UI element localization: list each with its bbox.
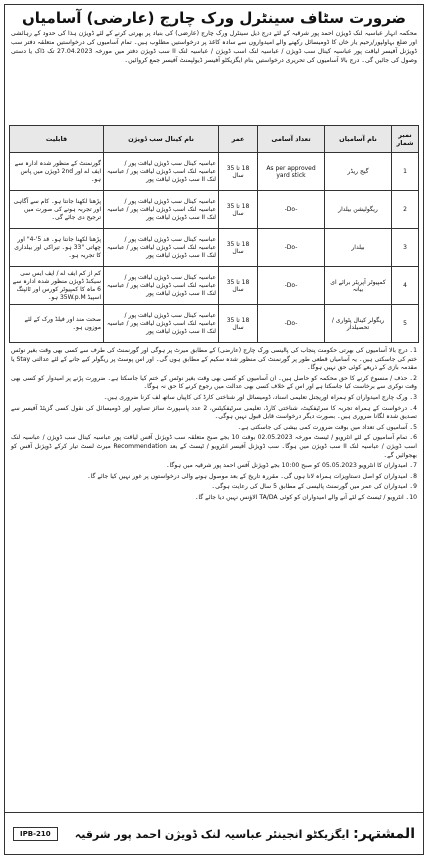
term-item: 3۔ ورک چارج امیدواران کو ہمراہ اوریجنل تعلیمی اسناد، ڈومیسائل اور شناختی کارڈ کی کاپیاں ساتھ لف کرنا ضروری ہیں۔ <box>103 393 417 401</box>
row-qualification: پڑھنا لکھنا جانتا ہو۔ کام سے آگاہی اور تجربہ ہونے کی صورت میں ترجیح دی جائے گی۔ <box>10 191 104 229</box>
row-age: 18 تا 35 سال <box>219 153 258 191</box>
row-qualification: کم از کم ایف اے / ایف ایس سی سیکنڈ ڈویژن منظور شدہ ادارہ سے 6 ماہ کا کمپیوٹر کورس اور ٹائپنگ اسپیڈ 35W.p.M ہو۔ <box>10 267 104 305</box>
row-age: 18 تا 35 سال <box>219 305 258 343</box>
row-age: 18 تا 35 سال <box>219 229 258 267</box>
row-serial: 1 <box>392 153 419 191</box>
row-post: گیج ریڈر <box>325 153 392 191</box>
row-division: عباسیہ کینال سب ڈویژن لیاقت پور / عباسیہ لنک اسب ڈویژن لیاقت پور / عباسیہ لنک II سب ڈویژن لیاقت پور <box>104 191 219 229</box>
row-age: 18 تا 35 سال <box>219 267 258 305</box>
row-qualification: گورنمنٹ کے منظور شدہ ادارہ سے ایف اے اور 2nd ڈویژن میں پاس ہو۔ <box>10 153 104 191</box>
header-count: تعداد آسامی <box>258 126 325 153</box>
advertiser-footer <box>5 812 423 854</box>
advertiser-name: ایگزیکٹو انجینئر عباسیہ لنک ڈویژن احمد پور شرقیہ <box>74 827 350 841</box>
term-item: 6۔ تمام آسامیوں کے لئے انٹرویو / ٹیسٹ مورخہ 02.05.2023 بوقت 10 بجے صبح متعلقہ سب ڈویژنل آفس لیاقت پور عباسیہ کینال سب ڈویژن / عباسیہ لنک اسب ڈویژن / عباسیہ لنک II سب ڈویژن میں ہوگا۔ سب ڈویژنل آفیسر انٹرویو / ٹیسٹ کے بعد Recommendation میرٹ لسٹ تیار کرکے ڈویژنل آفس کو بھجوائیں گے۔ <box>11 434 417 459</box>
term-item: 10۔ انٹرویو / ٹیسٹ کے لئے آنے والے امیدواران کو کوئی TA/DA الاؤنس نہیں دیا جائے گا۔ <box>194 493 417 501</box>
term-item: 8۔ امیدواران کو اصل دستاویزات ہمراہ لانا ہوں گی۔ مقررہ تاریخ کے بعد موصول ہونے والی درخواستوں پر غور نہیں کیا جائے گا۔ <box>87 472 417 480</box>
header-division: نام کینال سب ڈویژن <box>104 126 219 153</box>
table-header-row <box>10 126 419 153</box>
intro-paragraph: محکمہ انہار عباسیہ لنک ڈویژن احمد پور شرقیہ کے لئے درج ذیل سینٹرل ورک چارج (عارضی) کی بنیاد پر بھرتی کرنے کے لئے ڈویژن ہذا کی حدود کے رہائشی اور ضلع بہاولپور/رحیم یار خاں کا ڈومیسائل رکھنے والے امیدواروں سے سادہ کاغذ پر درخواستیں مطلوب ہیں۔ تمام آسامیوں کی درخواستیں متعلقہ دفتر سب ڈویژنل آفیسر لیاقت پور عباسیہ کینال سب ڈویژن / عباسیہ لنک اسب ڈویژن / عباسیہ لنک II سب ڈویژن دفتر میں مورخہ 27.04.2023 تک ڈاک یا دستی وصول کی جائیں گی۔ درج بالا آسامیوں کی تحریری درخواستیں بنام ایگزیکٹو آفیسر ڈیولپمنٹ آفیسر جمع کروائیں۔ <box>11 30 417 64</box>
ipb-code: IPB-210 <box>13 827 58 841</box>
advertisement-page <box>4 4 424 855</box>
term-item: 4۔ درخواست کے ہمراہ تجربہ کا سرٹیفکیٹ، شناختی کارڈ، تعلیمی سرٹیفکیٹس، 2 عدد پاسپورٹ سائز تصاویر اور ڈومیسائل کی نقول کسی گزیٹڈ آفیسر سے تصدیق شدہ لگانا ضروری ہیں۔ بصورت دیگر درخواست قابل قبول نہیں ہوگی۔ <box>11 404 417 421</box>
row-count: -Do- <box>258 267 325 305</box>
term-item: 9۔ امیدواران کی عمر میں گورنمنٹ پالیسی کے مطابق 5 سال کی رعایت ہوگی۔ <box>211 483 417 491</box>
advertiser-label: المشتہر: <box>353 825 415 842</box>
row-qualification: صحت مند اور فیلڈ ورک کے لئے موزوں ہو۔ <box>10 305 104 343</box>
row-post: ریگولر کینال پٹواری / تحصیلدار <box>325 305 392 343</box>
header-qualification: قابلیت <box>10 126 104 153</box>
row-division: عباسیہ کینال سب ڈویژن لیاقت پور / عباسیہ لنک اسب ڈویژن لیاقت پور / عباسیہ لنک II سب ڈویژن لیاقت پور <box>104 229 219 267</box>
advertiser-line <box>75 826 415 842</box>
row-serial: 3 <box>392 229 419 267</box>
table-row <box>10 153 419 191</box>
row-count: -Do- <box>258 191 325 229</box>
row-division: عباسیہ کینال سب ڈویژن لیاقت پور / عباسیہ لنک اسب ڈویژن لیاقت پور / عباسیہ لنک II سب ڈویژن لیاقت پور <box>104 153 219 191</box>
terms-list <box>5 343 423 697</box>
header-serial: نمبر شمار <box>392 126 419 153</box>
table-row <box>10 267 419 305</box>
term-item: 5۔ آسامیوں کی تعداد میں بوقت ضرورت کمی بیشی کی جاسکتی ہے۔ <box>237 423 417 431</box>
row-count: As per approved yard stick <box>258 153 325 191</box>
term-item: 1۔ درج بالا آسامیوں کی بھرتی حکومت پنجاب کی پالیسی ورک چارج (عارضی) کے مطابق میرٹ پر ہوگی اور گورنمنٹ کی طرف سے کسی بھی وقت بغیر نوٹس ختم کی جاسکتی ہیں۔ یہ آسامیاں قطعی طور پر گورنمنٹ کی منظور شدہ سکیم کے مطابق ہوں گی۔ اور اس پوسٹ پر ریگولر کیے جانے کے لئے عدالتی Stay یا مقدمہ بازی کے ذریعے کوئی حق نہیں ہوگا۔ <box>11 347 417 372</box>
posts-table <box>9 125 419 343</box>
row-post: بیلدار <box>325 229 392 267</box>
table-row <box>10 229 419 267</box>
row-serial: 5 <box>392 305 419 343</box>
row-division: عباسیہ کینال سب ڈویژن لیاقت پور / عباسیہ لنک اسب ڈویژن لیاقت پور / عباسیہ لنک II سب ڈویژن لیاقت پور <box>104 305 219 343</box>
row-post: کمپیوٹر آپریٹر برائے ای بیانہ <box>325 267 392 305</box>
row-serial: 4 <box>392 267 419 305</box>
row-post: ریگولیشن بیلدار <box>325 191 392 229</box>
row-division: عباسیہ کینال سب ڈویژن لیاقت پور / عباسیہ لنک اسب ڈویژن لیاقت پور / عباسیہ لنک II سب ڈویژن لیاقت پور <box>104 267 219 305</box>
header-post: نام آسامیاں <box>325 126 392 153</box>
row-age: 18 تا 35 سال <box>219 191 258 229</box>
term-item: 7۔ امیدواران کا انٹرویو 05.05.2023 کو صبح 10:00 بجے ڈویژنل آفس احمد پور شرقیہ میں ہوگا۔ <box>165 462 417 470</box>
term-item: 2۔ حذف / منسوخ کرنے کا حق محکمہ کو حاصل ہیں۔ ان آسامیوں کو کسی بھی وقت بغیر نوٹس کے ختم کیا جاسکتا ہے۔ ضرورت پڑنے پر امیدوار کو کسی بھی وقت نوکری سے برخاست کیا جاسکتا ہے اور اس کے خلاف کسی بھی عدالت میں رجوع کرنے کا حق نہ ہوگا۔ <box>11 374 417 391</box>
table-row <box>10 191 419 229</box>
table-row <box>10 305 419 343</box>
row-count: -Do- <box>258 305 325 343</box>
row-serial: 2 <box>392 191 419 229</box>
row-count: -Do- <box>258 229 325 267</box>
page-title: ضرورت سٹاف سینٹرل ورک چارج (عارضی) آسامیاں <box>21 9 407 27</box>
header-age: عمر <box>219 126 258 153</box>
row-qualification: پڑھنا لکھنا جانتا ہو۔ قد 5'-4" اور چھاتی "33 ہو۔ تیراکی اور بیلداری کا تجربہ ہو۔ <box>10 229 104 267</box>
